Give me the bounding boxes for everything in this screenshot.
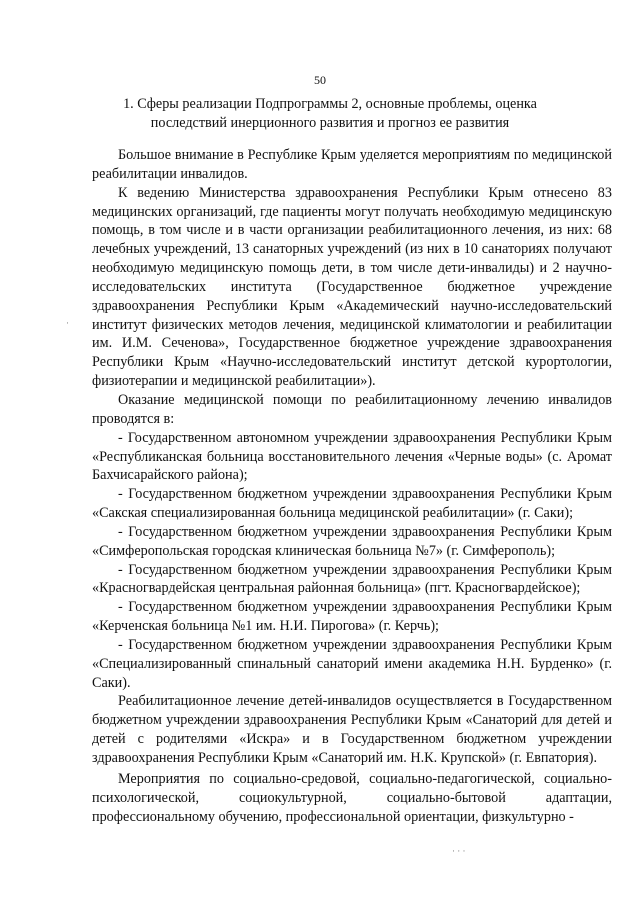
scan-speck: · · · [452,846,466,856]
list-item: - Государственном бюджетном учреждении здравоохранения Республики Крым «Красногвардейская центральная районная больница» (пгт. Красногвардейское); [92,561,612,597]
scan-speck: · [66,318,69,328]
list-item: - Государственном бюджетном учреждении здравоохранения Республики Крым «Симферопольская городская клиническая больница №7» (г. Симферополь); [92,523,612,559]
paragraph-intro: Большое внимание в Республике Крым уделяется мероприятиям по медицинской реабилитации инвалидов. [92,147,612,182]
paragraph-organizations: К ведению Министерства здравоохранения Республики Крым отнесено 83 медицинских организаций, где пациенты могут получать необходимую медицинскую помощь, в том числе и в части организации реабилитационного лечения, из них: 68 лечебных учреждений, 13 санаторных учреждений (из них в 10 санаториях получают необходимую медицинскую помощь дети, в том числе дети-инвалиды) и 2 научно-исследовательских института (Государственное бюджетное учреждение здравоохранения Республики Крым «Академический научно-исследовательский институт физических методов лечения, медицинской климатологии и реабилитации им. И.М. Сеченова», Государственное бюджетное учреждение здравоохранения Республики Крым «Научно-исследовательский институт детской курортологии, физиотерапии и медицинской реабилитации»). [92,184,612,390]
document-body [92,146,612,826]
list-item: - Государственном бюджетном учреждении здравоохранения Республики Крым «Сакская специализированная больница медицинской реабилитации» (г. Саки); [92,486,612,522]
page-number: 50 [314,73,326,87]
paragraph-measures: Мероприятия по социально-средовой, социально-педагогической, социально-психологической, социокультурной, социально-бытовой адаптации, профессиональному обучению, профессиональной ориентации, физкультурно - [92,770,612,825]
list-item: - Государственном бюджетном учреждении здравоохранения Республики Крым «Специализированный спинальный санаторий имени академика Н.Н. Бурденко» (г. Саки). [92,636,612,691]
paragraph-children-rehab: Реабилитационное лечение детей-инвалидов осуществляется в Государственном бюджетном учреждении здравоохранения Республики Крым «Санаторий для детей и детей с родителями «Искра» и в Государственном бюджетном учреждении здравоохранения Республики Крым «Санаторий им. Н.К. Крупской» (г. Евпатория). [92,693,612,766]
list-item: - Государственном автономном учреждении здравоохранения Республики Крым «Республиканская больница восстановительного лечения «Черные воды» (с. Аромат Бахчисарайского района); [92,429,612,484]
list-item: - Государственном бюджетном учреждении здравоохранения Республики Крым «Керченская больница №1 им. Н.И. Пирогова» (г. Керчь); [92,599,612,635]
section-heading: 1. Сферы реализации Подпрограммы 2, основные проблемы, оценка последствий инерционного развития и прогноз ее развития [123,96,537,131]
paragraph-rehab-intro: Оказание медицинской помощи по реабилитационному лечению инвалидов проводятся в: [92,391,612,427]
